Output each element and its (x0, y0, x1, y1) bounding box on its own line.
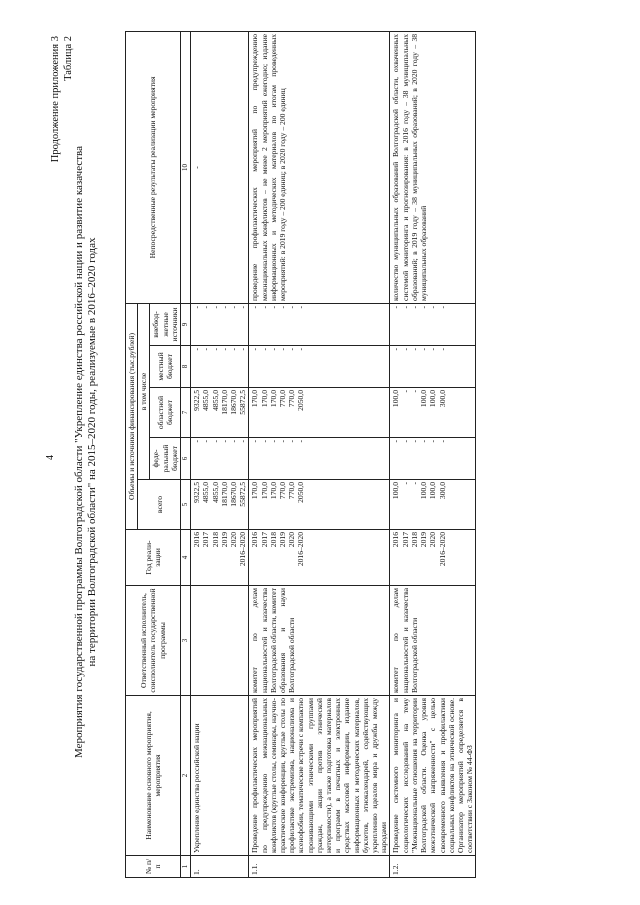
row-number: 1. (191, 856, 249, 878)
row-federal-value: - (219, 440, 229, 443)
row-years-value: 2016–2020 (437, 532, 447, 567)
row-federal-value: - (210, 440, 220, 443)
row-local-value: - (296, 348, 306, 351)
row-results: проведение профилактических мероприятий по предупреждению межнациональных конфликтов – не менее 2 мероприятий ежегодно; издание информационных и методических материалов по итогам проведенных мероприятий: в 2019 году – 200 единиц; в 2020 году – 200 единиц (249, 31, 390, 303)
row-federal-value: - (238, 440, 248, 443)
row-total-value: 170,0 (259, 482, 269, 500)
row-extra-value: - (250, 305, 260, 309)
row-federal-value: - (428, 440, 438, 443)
row-local-value: - (391, 348, 401, 351)
row-years-value: 2019 (419, 532, 429, 548)
row-years (191, 530, 249, 586)
row-extra-value: - (437, 305, 447, 309)
row-local-value: - (287, 348, 297, 351)
row-extra-value: - (268, 305, 278, 309)
row-regional-value: 100,0 (428, 390, 438, 408)
row-years-value: 2017 (400, 532, 410, 548)
row-total-value: 55872,5 (238, 482, 248, 507)
header-results: Непосредственные результаты реализации мероприятия (126, 31, 181, 303)
header-no: № п/п (126, 856, 181, 878)
row-extra-value: - (391, 305, 401, 309)
continuation-line-1: Продолжение приложения 3 (50, 36, 61, 163)
row-total-value: 100,0 (391, 482, 401, 500)
row-years-value: 2016–2020 (238, 532, 248, 567)
row-extra-value: - (409, 305, 419, 309)
row-total-value: 770,0 (278, 482, 288, 500)
row-regional-value: 770,0 (287, 390, 297, 408)
col-num: 4 (181, 530, 191, 586)
row-years-value: 2020 (287, 532, 297, 548)
row-local-value: - (419, 348, 429, 351)
header-extra: внебюд-жетные источники (150, 303, 181, 345)
row-years-value: 2016–2020 (296, 532, 306, 567)
row-name: Укрепление единства российской нации (191, 696, 249, 856)
header-total: всего (138, 480, 181, 530)
row-federal-value: - (296, 440, 306, 443)
row-total-value: 2050,0 (296, 482, 306, 503)
row-federal-value: - (201, 440, 211, 443)
row-regional-value: 9322,5 (192, 390, 202, 411)
row-local-value: - (400, 348, 410, 351)
row-local (249, 346, 390, 388)
row-extra (390, 303, 476, 345)
title-line-2: на территории Волгоградской области" на 2015–2020 годы, реализуемые в 2016–2020 годах (86, 237, 98, 667)
row-local-value: - (278, 348, 288, 351)
row-federal-value: - (278, 440, 288, 443)
row-total-value: 300,0 (437, 482, 447, 500)
row-number: 1.1. (249, 856, 390, 878)
row-regional-value: 300,0 (437, 390, 447, 408)
row-federal-value: - (192, 440, 202, 443)
row-local (390, 346, 476, 388)
row-regional-value: 4855,0 (210, 390, 220, 411)
row-federal-value: - (250, 440, 260, 443)
row-federal-value: - (268, 440, 278, 443)
row-extra (249, 303, 390, 345)
row-extra-value: - (287, 305, 297, 309)
row-federal-value: - (437, 440, 447, 443)
row-regional-value: 170,0 (268, 390, 278, 408)
header-local: местный бюджет (150, 346, 181, 388)
row-total-value: 9322,5 (192, 482, 202, 503)
row-federal-value: - (259, 440, 269, 443)
row-total-value: 4855,0 (201, 482, 211, 503)
row-regional-value: 100,0 (419, 390, 429, 408)
col-num: 7 (181, 388, 191, 438)
row-executor: комитет по делам национальностей и казачества Волгоградской области, комитет образования и науки Волгоградской области (249, 586, 390, 696)
row-regional-value: 770,0 (278, 390, 288, 408)
row-extra-value: - (201, 305, 211, 309)
header-incl: в том числе (138, 303, 150, 479)
col-num: 9 (181, 303, 191, 345)
row-regional-value: 18670,0 (229, 390, 239, 415)
row-regional (249, 388, 390, 438)
col-num: 10 (181, 31, 191, 303)
row-years-value: 2018 (268, 532, 278, 548)
row-regional-value: - (400, 390, 410, 393)
row-local-value: - (259, 348, 269, 351)
row-regional-value: - (409, 390, 419, 393)
row-total (249, 480, 390, 530)
row-years-value: 2018 (409, 532, 419, 548)
row-local (191, 346, 249, 388)
row-regional-value: 55872,5 (238, 390, 248, 415)
title-line-1: Мероприятия государственной программы Волгоградской области "Укрепление единства российской нации и развитие казачества (73, 146, 85, 758)
header-regional: областной бюджет (150, 388, 181, 438)
row-federal-value: - (419, 440, 429, 443)
row-years (249, 530, 390, 586)
row-total-value: 170,0 (268, 482, 278, 500)
row-total-value: 18670,0 (229, 482, 239, 507)
row-local-value: - (437, 348, 447, 351)
row-total (390, 480, 476, 530)
row-extra-value: - (238, 305, 248, 309)
row-extra-value: - (259, 305, 269, 309)
row-years-value: 2020 (428, 532, 438, 548)
page-number: 4 (45, 455, 56, 460)
row-regional-value: 100,0 (391, 390, 401, 408)
row-regional (390, 388, 476, 438)
row-regional-value: 18170,0 (219, 390, 229, 415)
row-extra-value: - (400, 305, 410, 309)
row-extra-value: - (229, 305, 239, 309)
row-total-value: - (400, 482, 410, 485)
rotated-content (15, 12, 625, 892)
row-federal-value: - (391, 440, 401, 443)
table-row (191, 31, 249, 877)
row-years-value: 2016 (250, 532, 260, 548)
table-row (249, 31, 390, 877)
row-years-value: 2016 (391, 532, 401, 548)
row-local-value: - (250, 348, 260, 351)
row-regional-value: 170,0 (259, 390, 269, 408)
row-total-value: 18170,0 (219, 482, 229, 507)
document-title (73, 132, 99, 772)
row-federal (390, 438, 476, 480)
continuation-line-2: Таблица 2 (63, 36, 74, 81)
row-years-value: 2019 (219, 532, 229, 548)
row-extra-value: - (419, 305, 429, 309)
row-federal-value: - (287, 440, 297, 443)
row-years-value: 2017 (259, 532, 269, 548)
row-extra-value: - (210, 305, 220, 309)
row-years-value: 2019 (278, 532, 288, 548)
row-federal (191, 438, 249, 480)
row-local-value: - (229, 348, 239, 351)
row-years (390, 530, 476, 586)
row-local-value: - (201, 348, 211, 351)
row-total-value: 170,0 (250, 482, 260, 500)
row-local-value: - (219, 348, 229, 351)
row-executor: комитет по делам национальностей и казачества Волгоградской области (390, 586, 476, 696)
row-name: Проведение профилактических мероприятий по предупреждению межнациональных конфликтов (круглые столы, семинары, научно-практические конференции, круглые столы по профилактике экстремизма, национализма и ксенофобии, тематические встречи с компактно проживающими этническими группами граждан, акции против этнической нетерпимости), а также подготовка материалов и программ в печатных и электронных средствах массовой информации, издание информационных и методических материалов, буклетов, этнокалендарей, содействующих укреплению идеалов мира и дружбы между народами (249, 696, 390, 856)
row-extra-value: - (278, 305, 288, 309)
row-total (191, 480, 249, 530)
row-name: Проведение системного мониторинга и социологических исследований на тему "Межнациональные отношения на территории Волгоградской области. Оценка уровня межэтнической напряженности" с целью своевременного выявления и профилактики социальных конфликтов на этнической основе. Организатор мероприятий определяется в соответствии с Законом № 44-ФЗ (390, 696, 476, 856)
row-federal-value: - (400, 440, 410, 443)
row-extra-value: - (296, 305, 306, 309)
row-local-value: - (238, 348, 248, 351)
row-regional (191, 388, 249, 438)
row-total-value: - (409, 482, 419, 485)
row-local-value: - (210, 348, 220, 351)
col-num: 3 (181, 586, 191, 696)
row-extra-value: - (428, 305, 438, 309)
row-number: 1.2. (390, 856, 476, 878)
col-num: 1 (181, 856, 191, 878)
row-local-value: - (428, 348, 438, 351)
header-name: Наименование основного мероприятия, мероприятия (126, 696, 181, 856)
row-federal-value: - (409, 440, 419, 443)
row-executor (191, 586, 249, 696)
row-extra-value: - (192, 305, 202, 309)
header-year: Год реали-зации (126, 530, 181, 586)
row-regional-value: 4855,0 (201, 390, 211, 411)
row-total-value: 770,0 (287, 482, 297, 500)
row-local-value: - (192, 348, 202, 351)
row-years-value: 2018 (210, 532, 220, 548)
row-regional-value: 170,0 (250, 390, 260, 408)
col-num: 8 (181, 346, 191, 388)
row-regional-value: 2050,0 (296, 390, 306, 411)
row-extra (191, 303, 249, 345)
header-federal: феде-ральный бюджет (150, 438, 181, 480)
row-extra-value: - (219, 305, 229, 309)
col-num: 6 (181, 438, 191, 480)
row-local-value: - (409, 348, 419, 351)
row-local-value: - (268, 348, 278, 351)
col-num: 5 (181, 480, 191, 530)
header-executor: Ответственный исполнитель, соисполнитель государственной программы (126, 586, 181, 696)
continuation-note (49, 36, 75, 162)
row-years-value: 2016 (192, 532, 202, 548)
table-row (390, 31, 476, 877)
row-total-value: 100,0 (428, 482, 438, 500)
row-federal (249, 438, 390, 480)
row-results: - (191, 31, 249, 303)
row-federal-value: - (229, 440, 239, 443)
row-results: количество муниципальных образований Волгоградской области, охваченных системой мониторинга и прогнозирования: в 2016 году – 38 муниципальных образований; в 2019 году – 38 муниципальных образований; в 2020 году – 38 муниципальных образований (390, 31, 476, 303)
row-total-value: 4855,0 (210, 482, 220, 503)
header-funding: Объемы и источники финансирования (тыс.рублей) (126, 303, 138, 529)
measures-table (125, 31, 476, 878)
row-years-value: 2017 (201, 532, 211, 548)
row-total-value: 100,0 (419, 482, 429, 500)
row-years-value: 2020 (229, 532, 239, 548)
col-num: 2 (181, 696, 191, 856)
